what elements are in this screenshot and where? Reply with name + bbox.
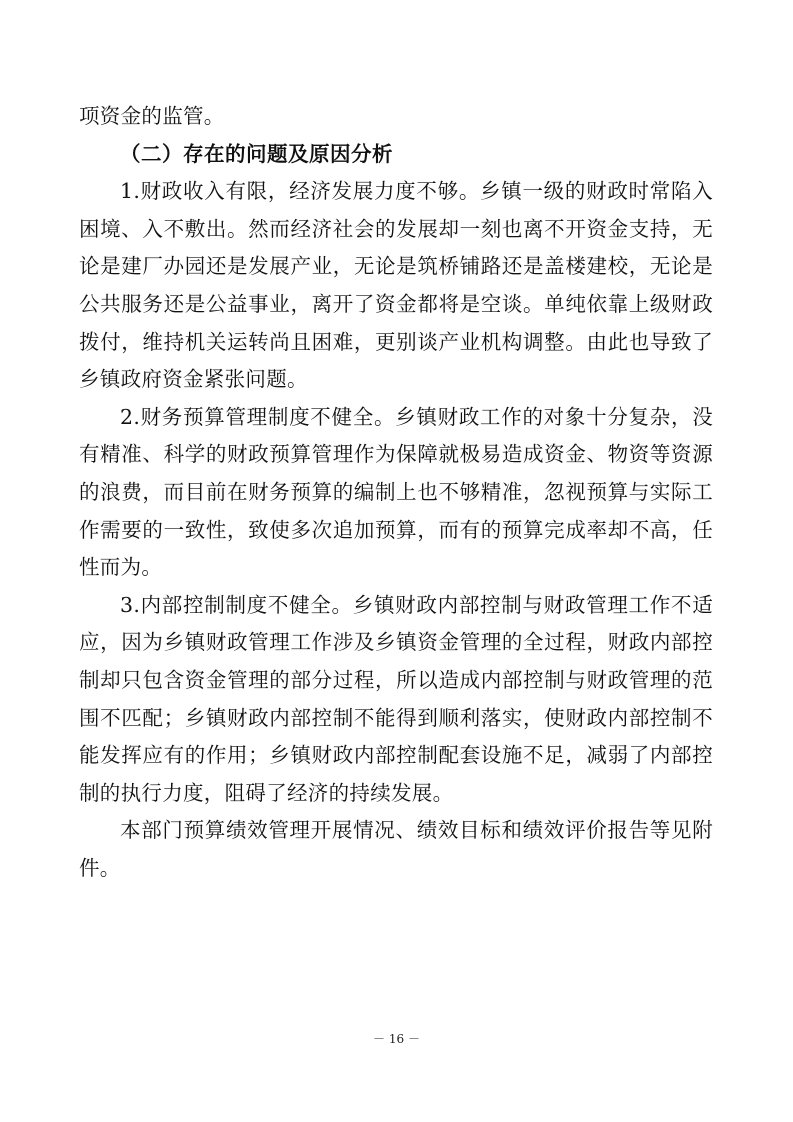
page-number: － 16 －	[373, 1032, 420, 1046]
paragraph-closing: 本部门预算绩效管理开展情况、绩效目标和绩效评价报告等见附件。	[79, 818, 713, 880]
section-heading: （二）存在的问题及原因分析	[120, 141, 393, 166]
document-page	[79, 98, 713, 887]
paragraph-item-2: 2.财务预算管理制度不健全。乡镇财政工作的对象十分复杂，没有精准、科学的财政预算管理作为保障就极易造成资金、物资等资源的浪费，而目前在财务预算的编制上也不够精准，忽视预算与实际工作需要的一致性，致使多次追加预算，而有的预算完成率却不高，任性而为。	[79, 404, 713, 580]
paragraph-item-3: 3.内部控制制度不健全。乡镇财政内部控制与财政管理工作不适应，因为乡镇财政管理工作涉及乡镇资金管理的全过程，财政内部控制却只包含资金管理的部分过程，所以造成内部控制与财政管理的范围不匹配；乡镇财政内部控制不能得到顺利落实，使财政内部控制不能发挥应有的作用；乡镇财政内部控制配套设施不足，减弱了内部控制的执行力度，阻碍了经济的持续发展。	[79, 592, 713, 805]
paragraph-continuation: 项资金的监管。	[79, 104, 225, 128]
paragraph-item-1: 1.财政收入有限，经济发展力度不够。乡镇一级的财政时常陷入困境、入不敷出。然而经济社会的发展却一刻也离不开资金支持，无论是建厂办园还是发展产业，无论是筑桥铺路还是盖楼建校，无论是公共服务还是公益事业，离开了资金都将是空谈。单纯依靠上级财政拨付，维持机关运转尚且困难，更别谈产业机构调整。由此也导致了乡镇政府资金紧张问题。	[79, 179, 713, 392]
